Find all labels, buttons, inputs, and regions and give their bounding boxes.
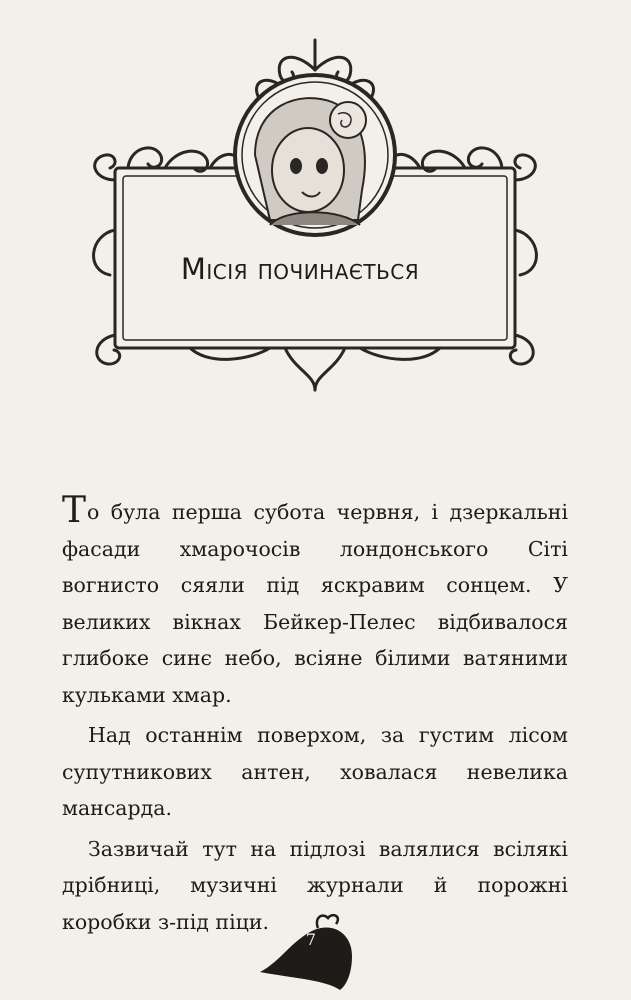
drop-cap: Т — [62, 490, 87, 531]
paragraph-3: Зазвичай тут на підлозі валялися всілякі дрібниці, музичні журнали й порожні коробки з-під піци. — [62, 836, 568, 934]
girl-portrait-icon — [255, 98, 366, 225]
chapter-frame-ornament — [70, 30, 560, 400]
deerstalker-hat-icon — [252, 904, 362, 994]
chapter-title: Місія починається — [180, 252, 420, 286]
paragraph-1-text: о була перша субота червня, і дзеркальні фасади хмарочосів лондонського Сіті вогнисто сяяли під яскравим сонцем. У великих вікнах Бейкер-Пелес відбивалося глибоке синє небо, всіяне білими ватяними кульками хмар. — [62, 500, 568, 707]
paragraph-2: Над останнім поверхом, за густим лісом супутникових антен, ховалася невелика мансарда. — [62, 723, 568, 820]
paragraph-1 — [62, 490, 568, 713]
chapter-body — [62, 490, 568, 944]
page-number: 7 — [305, 930, 317, 949]
